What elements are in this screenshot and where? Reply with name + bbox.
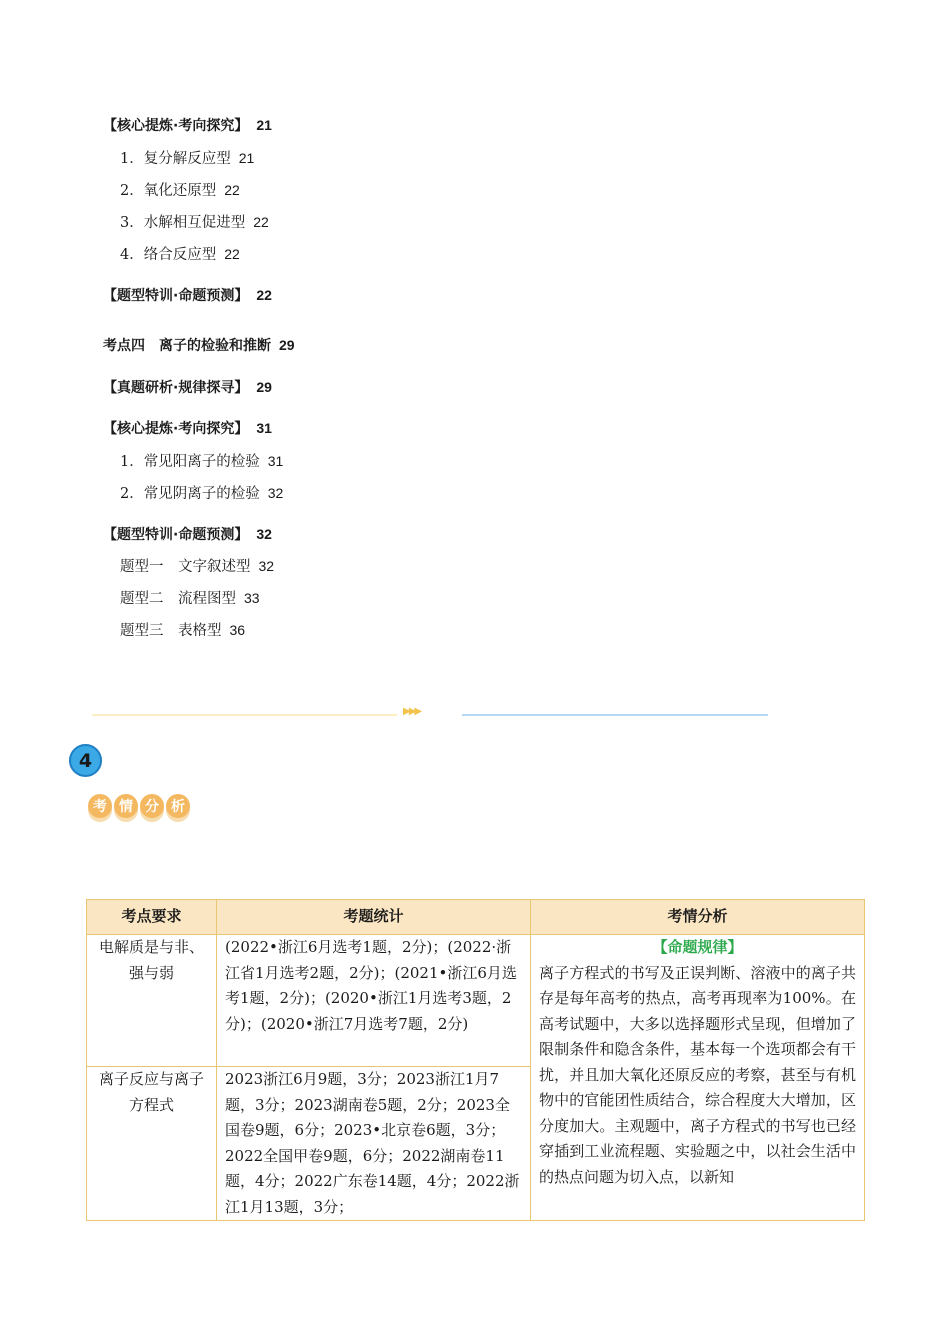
requirement-cell: 离子反应与离子方程式 — [87, 1067, 217, 1221]
badge-char: 考 — [88, 794, 112, 818]
toc-entry[interactable] — [103, 377, 272, 397]
toc-entry[interactable] — [120, 179, 240, 200]
toc-entry-text: 【题型特训·命题预测】 — [103, 527, 249, 543]
table-header: 考题统计 — [217, 900, 531, 935]
toc-page-number: 32 — [258, 558, 275, 574]
toc-entry-text: 【核心提炼·考向探究】 — [103, 118, 249, 134]
toc-entry-text: 2．常见阴离子的检验 — [120, 486, 260, 502]
badge-char: 情 — [114, 794, 138, 818]
toc-entry[interactable] — [120, 555, 274, 576]
toc-page-number: 29 — [279, 337, 295, 353]
stats-cell: (2022•浙江6月选考1题，2分)；(2022·浙江省1月选考2题，2分)；(2021•浙江6月选考1题，2分)；(2020•浙江1月选考3题，2分)；(2020•浙江7月选考7题，2分) — [217, 935, 531, 1067]
badge-char: 析 — [166, 794, 190, 818]
toc-page-number: 22 — [224, 182, 240, 198]
toc-entry[interactable] — [120, 147, 254, 168]
toc-page-number: 22 — [253, 214, 269, 230]
toc-entry[interactable] — [103, 335, 295, 355]
requirement-cell: 电解质是与非、强与弱 — [87, 935, 217, 1067]
toc-entry-text: 2．氧化还原型 — [120, 183, 217, 199]
toc-entry[interactable] — [120, 450, 283, 471]
toc-entry-text: 1．常见阳离子的检验 — [120, 454, 260, 470]
section-number-badge: 4 — [69, 744, 102, 777]
toc-page-number: 21 — [238, 150, 255, 166]
toc-page-number: 21 — [256, 117, 272, 133]
toc-page-number: 22 — [256, 287, 272, 303]
toc-page-number: 31 — [256, 420, 272, 436]
toc-entry[interactable] — [103, 418, 272, 438]
analysis-text: 离子方程式的书写及正误判断、溶液中的离子共存是每年高考的热点，高考再现率为100%。在高考试题中，大多以选择题形式呈现，但增加了限制条件和隐含条件，基本每一个选项都会有干扰，并且加大氧化还原反应的考察，甚至与有机物中的官能团性质结合，综合程度大大增加，区分度加大。主观题中，离子方程式的书写也已经穿插到工业流程题、实验题之中，以社会生活中的热点问题为切入点，以新知 — [539, 963, 856, 1186]
toc-page-number: 36 — [229, 622, 246, 638]
table-header: 考情分析 — [531, 900, 865, 935]
toc-entry-text: 考点四 离子的检验和推断 — [103, 338, 271, 354]
divider-line-right — [462, 714, 768, 716]
table-header-row — [87, 900, 865, 935]
divider-line-left — [92, 714, 397, 716]
toc-entry-text: 3．水解相互促进型 — [120, 215, 246, 231]
toc-entry[interactable] — [120, 587, 260, 608]
toc-entry-text: 题型一 文字叙述型 — [120, 559, 251, 575]
section-divider — [92, 706, 768, 718]
toc-entry-text: 题型三 表格型 — [120, 623, 222, 639]
toc-page-number: 32 — [267, 485, 284, 501]
badge-char: 分 — [140, 794, 164, 818]
toc-entry-text: 1．复分解反应型 — [120, 151, 231, 167]
toc-entry[interactable] — [103, 115, 272, 135]
triple-arrow-icon: ▶▶▶ — [403, 706, 421, 717]
toc-page-number: 32 — [256, 526, 272, 542]
toc-entry[interactable] — [120, 482, 283, 503]
toc-entry-text: 【题型特训·命题预测】 — [103, 288, 249, 304]
toc-entry[interactable] — [103, 524, 272, 544]
toc-page-number: 31 — [267, 453, 284, 469]
toc-entry[interactable] — [120, 243, 240, 264]
toc-entry-text: 【核心提炼·考向探究】 — [103, 421, 249, 437]
analysis-cell — [531, 935, 865, 1221]
toc-page-number: 33 — [244, 590, 260, 606]
toc-page-number: 22 — [224, 246, 240, 262]
stats-cell: 2023浙江6月9题，3分；2023浙江1月7题，3分；2023湖南卷5题，2分；2023全国卷9题，6分；2023•北京卷6题，3分；2022全国甲卷9题，6分；2022湖南卷11题，4分；2022广东卷14题，4分；2022浙江1月13题，3分； — [217, 1067, 531, 1221]
exam-analysis-table — [86, 899, 865, 1221]
toc-entry[interactable] — [120, 619, 245, 640]
toc-entry[interactable] — [120, 211, 269, 232]
table-header: 考点要求 — [87, 900, 217, 935]
toc-entry-text: 题型二 流程图型 — [120, 591, 236, 607]
toc-page-number: 29 — [256, 379, 272, 395]
table-row — [87, 935, 865, 1067]
toc-entry[interactable] — [103, 285, 272, 305]
section-title-badge — [88, 794, 192, 828]
analysis-title: 【命题规律】 — [652, 938, 743, 956]
toc-entry-text: 【真题研析·规律探寻】 — [103, 380, 249, 396]
toc-entry-text: 4．络合反应型 — [120, 247, 217, 263]
